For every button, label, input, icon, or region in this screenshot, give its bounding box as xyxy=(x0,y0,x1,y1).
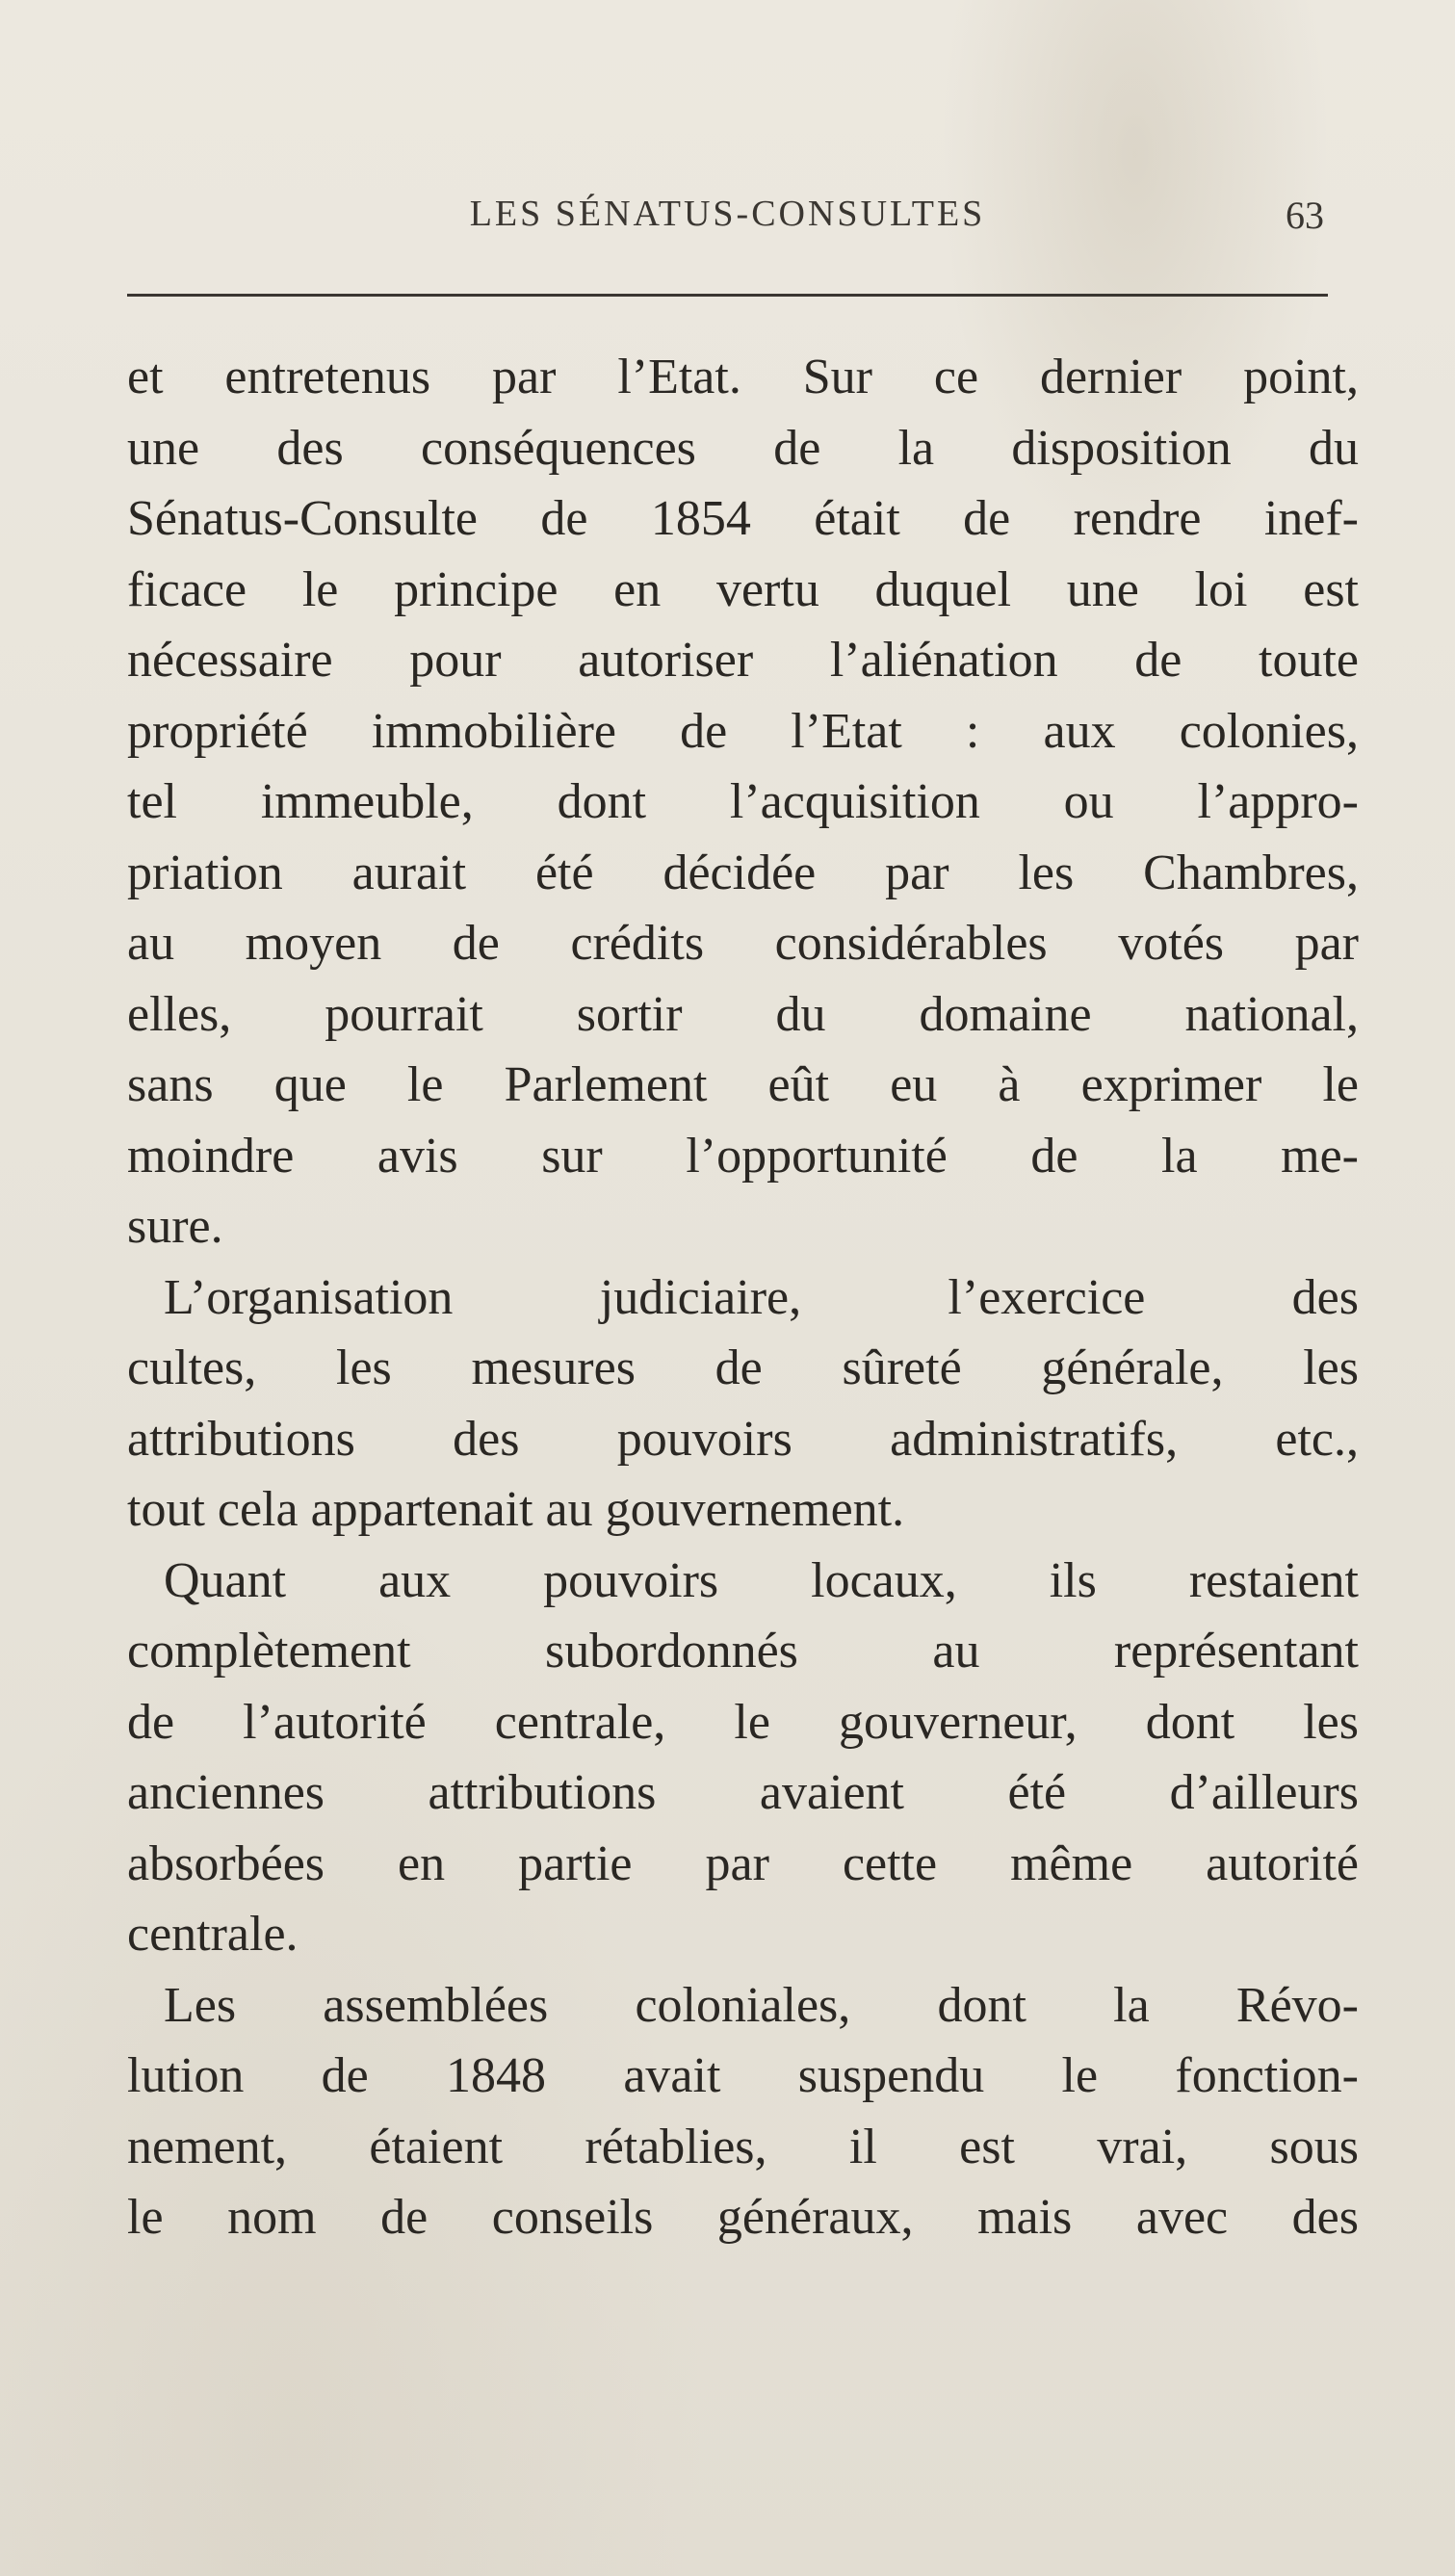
text-line: sans que le Parlement eût eu à exprimer le xyxy=(127,1057,1359,1112)
text-line: tout cela appartenait au gouvernement. xyxy=(127,1482,905,1537)
text-line: L’organisation judiciaire, l’exercice des xyxy=(164,1269,1359,1325)
text-line: tel immeuble, dont l’acquisition ou l’appro- xyxy=(127,774,1359,829)
text-line: nement, étaient rétablies, il est vrai, sous xyxy=(127,2119,1359,2174)
text-line: absorbées en partie par cette même autorité xyxy=(127,1835,1359,1891)
text-line: sure. xyxy=(127,1199,223,1254)
text-line: Sénatus-Consulte de 1854 était de rendre inef- xyxy=(127,491,1359,546)
text-line: anciennes attributions avaient été d’ailleurs xyxy=(127,1765,1359,1820)
text-line: priation aurait été décidée par les Chambres, xyxy=(127,845,1359,900)
text-line: elles, pourrait sortir du domaine national, xyxy=(127,986,1359,1042)
page-number: 63 xyxy=(1286,194,1324,237)
body-text xyxy=(127,342,1359,2253)
text-line: le nom de conseils généraux, mais avec des xyxy=(127,2190,1359,2245)
text-line: centrale. xyxy=(127,1907,299,1962)
text-line: et entretenus par l’Etat. Sur ce dernier point, xyxy=(127,350,1359,404)
page-header xyxy=(127,193,1328,250)
text-line: complètement subordonnés au représentant xyxy=(127,1624,1359,1678)
text-line: Quant aux pouvoirs locaux, ils restaient xyxy=(164,1552,1359,1608)
running-title: LES SÉNATUS-CONSULTES xyxy=(469,194,986,234)
text-line: lution de 1848 avait suspendu le fonction- xyxy=(127,2048,1359,2103)
text-line: une des conséquences de la disposition du xyxy=(127,420,1359,476)
text-line: au moyen de crédits considérables votés par xyxy=(127,916,1359,971)
text-line: moindre avis sur l’opportunité de la me- xyxy=(127,1128,1359,1184)
header-rule xyxy=(127,294,1328,297)
text-line: cultes, les mesures de sûreté générale, les xyxy=(127,1340,1359,1395)
text-line: de l’autorité centrale, le gouverneur, dont les xyxy=(127,1694,1359,1750)
text-line: propriété immobilière de l’Etat : aux colonies, xyxy=(127,703,1359,759)
text-line: attributions des pouvoirs administratifs, etc., xyxy=(127,1411,1359,1467)
text-line: ficace le principe en vertu duquel une loi est xyxy=(127,561,1359,617)
text-line: Les assemblées coloniales, dont la Révo- xyxy=(164,1977,1359,2033)
text-line: nécessaire pour autoriser l’aliénation de toute xyxy=(127,633,1359,688)
